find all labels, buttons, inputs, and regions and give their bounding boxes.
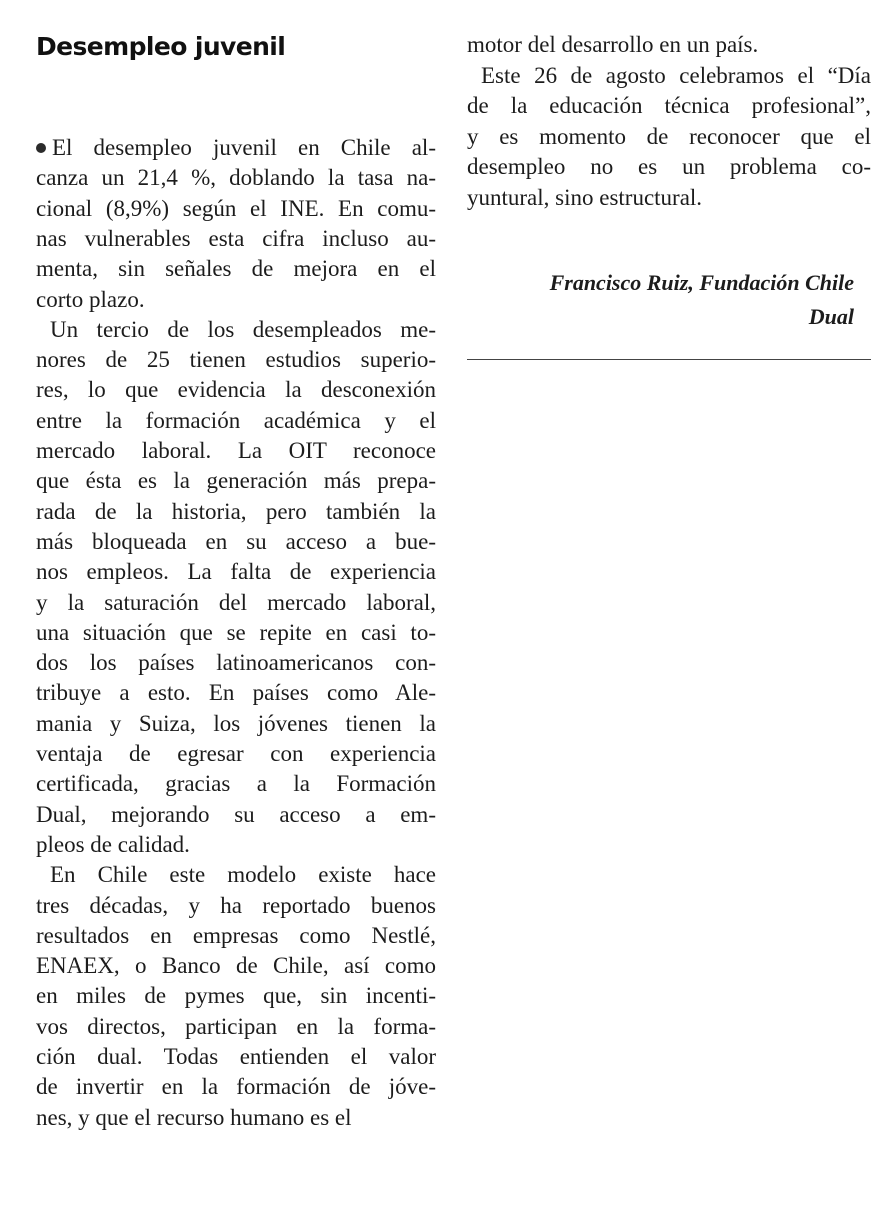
body-text-line: nas vulnerables esta cifra incluso au-: [36, 225, 436, 251]
body-text-line: resultados en empresas como Nestlé,: [36, 922, 436, 948]
body-text-line: certificada, gracias a la Formación: [36, 771, 436, 797]
body-text-line: [36, 133, 436, 163]
body-text-line: tribuye a esto. En países como Ale-: [36, 680, 436, 706]
body-text-line: nores de 25 tienen estudios superio-: [36, 347, 436, 373]
body-text-line: menta, sin señales de mejora en el: [36, 256, 436, 282]
body-text-line: mania y Suiza, los jóvenes tienen la: [36, 710, 436, 736]
body-text-line: dos los países latinoamericanos con-: [36, 650, 436, 676]
signature-line: Dual: [808, 304, 854, 329]
body-text-line: ción dual. Todas entienden el valor: [36, 1044, 436, 1069]
body-text-span: El desempleo juvenil en Chile al-: [52, 135, 436, 160]
body-text-line: nos empleos. La falta de experiencia: [36, 559, 436, 585]
signature-line: Francisco Ruiz, Fundación Chile: [549, 270, 854, 295]
bullet-icon: [36, 143, 46, 153]
body-text-line: entre la formación académica y el: [36, 407, 436, 433]
body-text-line: cional (8,9%) según el INE. En comu-: [36, 195, 436, 221]
body-text-line: rada de la historia, pero también la: [36, 498, 436, 524]
body-text-line: corto plazo.: [36, 286, 145, 312]
body-text-line: desempleo no es un problema co-: [467, 154, 871, 179]
body-text-line: en miles de pymes que, sin incenti-: [36, 983, 436, 1009]
body-text-line: ventaja de egresar con experiencia: [36, 741, 436, 766]
body-text-line: En Chile este modelo existe hace: [50, 862, 436, 888]
body-text-line: yuntural, sino estructural.: [467, 184, 703, 210]
body-text-line: tres décadas, y ha reportado buenos: [36, 892, 436, 918]
body-text-line: vos directos, participan en la forma-: [36, 1013, 436, 1039]
body-text-line: mercado laboral. La OIT reconoce: [36, 438, 436, 463]
body-text-line: más bloqueada en su acceso a bue-: [36, 528, 436, 554]
body-text-line: nes, y que el recurso humano es el: [36, 1104, 352, 1130]
body-text-line: canza un 21,4 %, doblando la tasa na-: [36, 165, 436, 191]
body-text-line: de la educación técnica profesional”,: [467, 93, 871, 118]
body-text-line: res, lo que evidencia la desconexión: [36, 377, 436, 403]
body-text-line: una situación que se repite en casi to-: [36, 619, 436, 645]
body-text-line: Este 26 de agosto celebramos el “Día: [481, 62, 871, 88]
body-text-line: de invertir en la formación de jóve-: [36, 1074, 436, 1100]
body-text-line: Dual, mejorando su acceso a em-: [36, 801, 436, 827]
body-text-line: que ésta es la generación más prepa-: [36, 468, 436, 494]
body-text-line: y es momento de reconocer que el: [467, 123, 871, 149]
end-rule: [467, 359, 871, 360]
body-text-line: y la saturación del mercado laboral,: [36, 589, 436, 615]
body-text-line: motor del desarrollo en un país.: [467, 32, 759, 57]
body-text-line: pleos de calidad.: [36, 831, 190, 857]
body-text-line: Un tercio de los desempleados me-: [50, 316, 436, 342]
body-text-line: ENAEX, o Banco de Chile, así como: [36, 953, 436, 979]
letter-headline: Desempleo juvenil: [36, 32, 286, 61]
